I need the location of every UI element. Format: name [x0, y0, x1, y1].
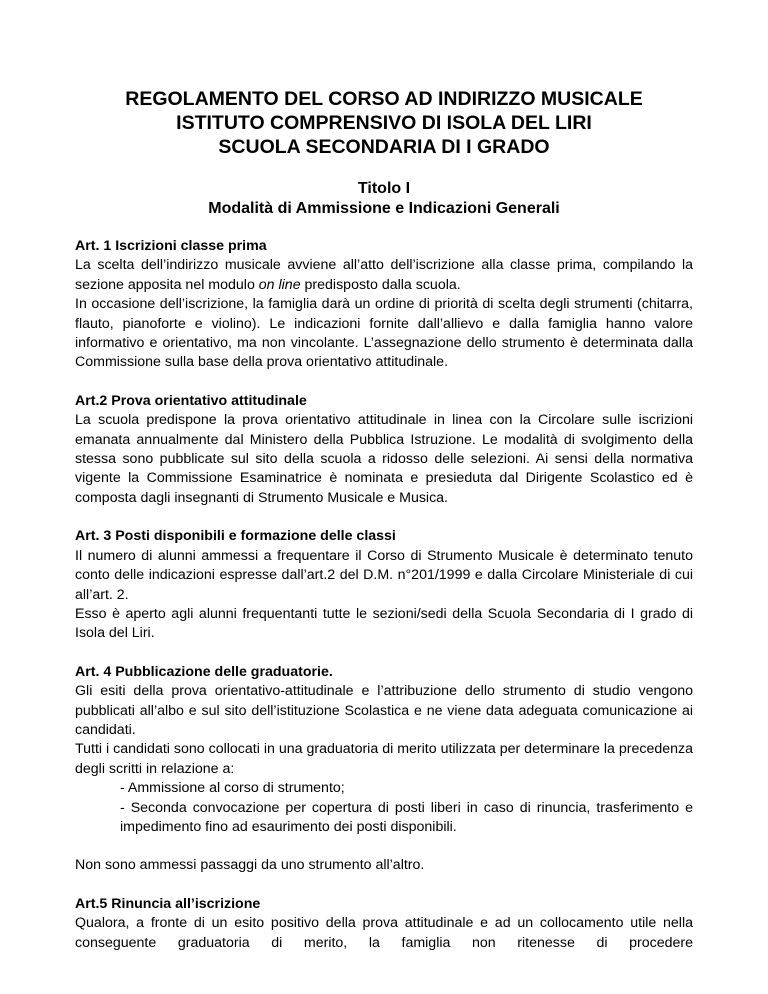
article-1-paragraph-2: In occasione dell’iscrizione, la famiglia darà un ordine di priorità di scelta degli strumenti (chitarra, flauto, pianoforte e violino). Le indicazioni fornite dall’allievo e dalla famiglia hanno valore informativo e orientativo, ma non vincolante. L’assegnazione dello strumento è determinata dalla Commissione sulla base della prova orientativo attitudinale. — [75, 296, 693, 371]
article-5-title: Art.5 Rinuncia all’iscrizione — [75, 895, 261, 912]
article-3-paragraph-2: Esso è aperto agli alunni frequentanti tutte le sezioni/sedi della Scuola Secondaria di I grado di Isola del Liri. — [75, 605, 693, 642]
article-4-list-item-2: - Seconda convocazione per copertura di posti liberi in caso di rinuncia, trasferimento e impedimento fino ad esaurimento dei posti disponibili. — [120, 799, 693, 835]
title-line-3: SCUOLA SECONDARIA DI I GRADO — [218, 136, 550, 158]
article-4-list-item-1: - Ammissione al corso di strumento; — [120, 780, 345, 797]
document-title — [75, 87, 693, 159]
article-3-title: Art. 3 Posti disponibili e formazione delle classi — [75, 528, 396, 545]
article-4 — [75, 663, 693, 876]
article-1-text-online: on line — [258, 276, 301, 293]
section-name: Modalità di Ammissione e Indicazioni Generali — [208, 200, 560, 217]
article-4-paragraph-2: Tutti i candidati sono collocati in una graduatoria di merito utilizzata per determinare la precedenza degli scritti in relazione a: — [75, 741, 693, 777]
title-line-1: REGOLAMENTO DEL CORSO AD INDIRIZZO MUSICALE — [125, 88, 643, 110]
section-number: Titolo I — [357, 180, 411, 197]
title-line-2: ISTITUTO COMPRENSIVO DI ISOLA DEL LIRI — [176, 112, 592, 134]
article-5-paragraph-1: Qualora, a fronte di un esito positivo della prova attitudinale e ad un collocamento utile nella conseguente graduatoria di merito, la famiglia non ritenesse di procedere — [75, 915, 693, 951]
article-2 — [75, 392, 693, 508]
article-4-paragraph-3: Non sono ammessi passaggi da uno strumento all’altro. — [75, 857, 425, 874]
article-1-text-b: predisposto dalla scuola. — [300, 276, 461, 293]
article-4-title: Art. 4 Pubblicazione delle graduatorie. — [75, 663, 333, 680]
article-1 — [75, 237, 693, 373]
article-1-text-a: La scelta dell’indirizzo musicale avviene all’atto dell’iscrizione alla classe prima, compilando la sezione apposita nel modulo — [75, 257, 693, 293]
section-title — [75, 179, 693, 219]
article-1-paragraph-1 — [75, 256, 693, 295]
article-3-paragraph-1: Il numero di alunni ammessi a frequentare il Corso di Strumento Musicale è determinato tenuto conto delle indicazioni espresse dall’art.2 del D.M. n°201/1999 e dalla Circolare Ministeriale di cui all’art. 2. — [75, 547, 693, 603]
article-2-title: Art.2 Prova orientativo attitudinale — [75, 392, 307, 409]
article-2-paragraph-1: La scuola predispone la prova orientativo attitudinale in linea con la Circolare sulle iscrizioni emanata annualmente dal Ministero della Pubblica Istruzione. Le modalità di svolgimento della stessa sono pubblicate sul sito della scuola a ridosso delle selezioni. Ai sensi della normativa vigente la Commissione Esaminatrice è nominata e presieduta dal Dirigente Scolastico ed è composta dagli insegnanti di Strumento Musicale e Musica. — [75, 412, 693, 506]
article-5 — [75, 895, 693, 953]
article-4-paragraph-1: Gli esiti della prova orientativo-attitudinale e l’attribuzione dello strumento di studio vengono pubblicati all’albo e sul sito dell’istituzione Scolastica e ne viene data adeguata comunicazione ai candidati. — [75, 683, 693, 738]
article-3 — [75, 527, 693, 643]
article-1-title: Art. 1 Iscrizioni classe prima — [75, 238, 267, 254]
